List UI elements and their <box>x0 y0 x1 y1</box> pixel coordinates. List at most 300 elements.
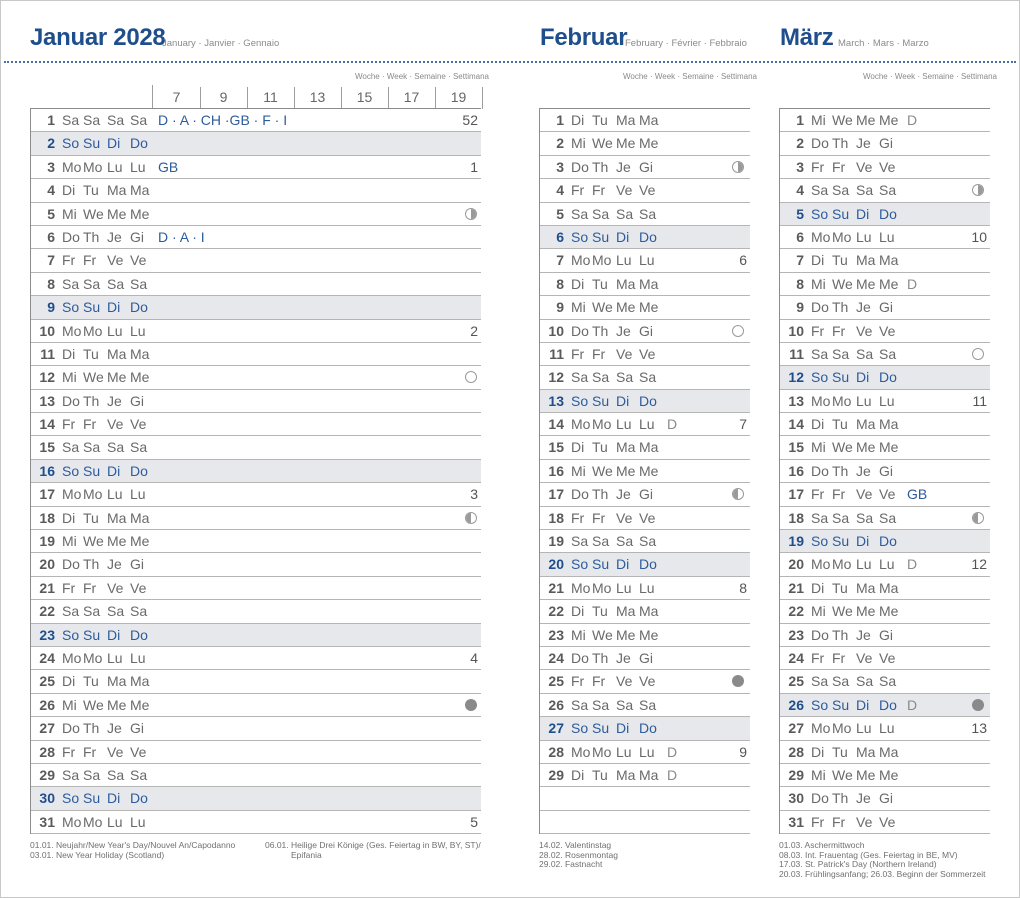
day-number: 21 <box>548 579 564 596</box>
footnotes-march <box>779 841 986 879</box>
weekday-abbrev: So <box>571 556 589 573</box>
day-number: 10 <box>39 322 55 339</box>
weekday-abbrev: Mi <box>571 462 586 479</box>
day-number: 1 <box>796 112 804 128</box>
weekday-abbrev: Ma <box>107 509 127 526</box>
weekday-abbrev: Tu <box>592 766 608 783</box>
weekday-abbrev: Sa <box>639 533 657 550</box>
day-number: 29 <box>39 766 55 783</box>
moon-phase-icon <box>465 512 477 524</box>
day-row <box>780 577 990 600</box>
moon-phase-icon <box>732 161 744 173</box>
weekday-abbrev: Di <box>811 743 825 760</box>
month-subtitle-february: February · Février · Febbraio <box>625 38 747 49</box>
day-number: 8 <box>556 275 564 292</box>
weekday-abbrev: Di <box>616 720 630 737</box>
weekday-abbrev: Gi <box>639 158 653 175</box>
weekday-abbrev: Je <box>856 462 871 479</box>
moon-phase-icon <box>465 699 477 711</box>
day-number: 28 <box>548 743 564 760</box>
day-row <box>540 694 750 717</box>
weekday-abbrev: Lu <box>639 579 655 596</box>
weekday-abbrev: Sa <box>639 369 657 386</box>
weekday-abbrev: Sa <box>62 275 80 292</box>
weekday-abbrev: Je <box>856 299 871 316</box>
weekday-abbrev: Me <box>856 112 876 128</box>
weekday-abbrev: So <box>62 299 80 316</box>
weekday-abbrev: Sa <box>571 205 589 222</box>
weekday-abbrev: Lu <box>879 228 895 245</box>
day-row <box>540 109 750 132</box>
weekday-abbrev: Tu <box>83 673 99 690</box>
weekday-abbrev: Sa <box>856 182 874 199</box>
holiday-marker: D <box>907 112 918 128</box>
weekday-abbrev: Fr <box>811 158 825 175</box>
day-number: 12 <box>39 369 55 386</box>
day-row <box>780 483 990 506</box>
day-row <box>780 109 990 132</box>
weekday-abbrev: Di <box>107 790 121 807</box>
weekday-abbrev: Sa <box>832 182 850 199</box>
weekday-abbrev: Sa <box>811 182 829 199</box>
weekday-abbrev: Mi <box>571 135 586 152</box>
weekday-abbrev: Su <box>592 556 610 573</box>
weekday-abbrev: Lu <box>856 720 872 737</box>
day-number: 19 <box>788 533 804 550</box>
day-row <box>540 741 750 764</box>
weekday-abbrev: Sa <box>107 439 125 456</box>
day-number: 2 <box>556 135 564 152</box>
weekday-abbrev: Fr <box>571 345 585 362</box>
weekday-abbrev: Do <box>879 533 897 550</box>
weekday-abbrev: Ma <box>879 416 899 433</box>
day-number: 11 <box>789 345 804 362</box>
weekday-abbrev: Fr <box>83 416 97 433</box>
weekday-abbrev: Fr <box>571 673 585 690</box>
weekday-abbrev: Su <box>832 369 850 386</box>
weekday-abbrev: Mo <box>592 252 612 269</box>
weekday-abbrev: Me <box>856 766 876 783</box>
weekday-abbrev: Ve <box>130 579 147 596</box>
footnote: 01.03. Aschermittwoch <box>779 840 865 850</box>
weekday-abbrev: Ve <box>879 649 896 666</box>
day-number: 14 <box>788 416 804 433</box>
day-row <box>31 460 481 483</box>
day-number: 25 <box>548 673 564 690</box>
holiday-marker: D <box>667 416 678 433</box>
day-number: 23 <box>788 626 804 643</box>
weekday-abbrev: Je <box>107 228 122 245</box>
weekday-abbrev: Gi <box>879 790 893 807</box>
day-number: 25 <box>788 673 804 690</box>
day-row <box>540 811 750 834</box>
day-row <box>780 670 990 693</box>
weekday-abbrev: Sa <box>592 369 610 386</box>
weekday-abbrev: Gi <box>130 228 144 245</box>
weekday-abbrev: Ve <box>639 509 656 526</box>
day-number: 13 <box>39 392 55 409</box>
weekday-abbrev: Di <box>856 696 870 713</box>
weekday-abbrev: Me <box>616 135 636 152</box>
calendar-february <box>539 108 750 834</box>
day-row <box>540 553 750 576</box>
holiday-marker: D <box>667 766 678 783</box>
day-row <box>540 787 750 810</box>
day-number: 28 <box>39 743 55 760</box>
day-number: 24 <box>788 649 804 666</box>
day-row <box>780 764 990 787</box>
day-number: 30 <box>39 790 55 807</box>
week-number: 2 <box>470 322 478 339</box>
weekday-abbrev: Je <box>856 626 871 643</box>
weekday-abbrev: Me <box>879 603 899 620</box>
day-number: 23 <box>39 626 55 643</box>
weekday-abbrev: Me <box>130 533 150 550</box>
day-row <box>780 343 990 366</box>
holiday-marker: GB <box>158 158 179 175</box>
day-row <box>780 694 990 717</box>
day-number: 4 <box>796 182 804 199</box>
weekday-abbrev: Mo <box>62 486 82 503</box>
day-number: 12 <box>548 369 564 386</box>
day-row <box>780 273 990 296</box>
weekday-abbrev: Tu <box>83 182 99 199</box>
weekday-abbrev: Me <box>879 439 899 456</box>
weekday-abbrev: So <box>571 228 589 245</box>
day-row <box>780 132 990 155</box>
weekday-abbrev: We <box>592 135 613 152</box>
day-number: 16 <box>788 462 804 479</box>
weekday-abbrev: Th <box>832 626 849 643</box>
day-row <box>31 553 481 576</box>
weekday-abbrev: Sa <box>571 533 589 550</box>
week-number: 1 <box>470 158 478 175</box>
day-number: 1 <box>47 112 55 128</box>
weekday-abbrev: Do <box>130 626 148 643</box>
day-row <box>540 436 750 459</box>
weekday-abbrev: Ma <box>856 416 876 433</box>
footnote: 17.03. St. Patrick's Day (Northern Ireland) <box>779 859 937 869</box>
week-number: 4 <box>470 649 478 666</box>
weekday-abbrev: Sa <box>107 766 125 783</box>
day-row <box>31 530 481 553</box>
day-row <box>540 320 750 343</box>
weekday-abbrev: Di <box>616 392 630 409</box>
weekday-abbrev: Me <box>639 299 659 316</box>
day-number: 1 <box>556 112 564 128</box>
weekday-abbrev: Su <box>592 228 610 245</box>
footnote: 14.02. Valentinstag <box>539 840 612 850</box>
moon-phase-icon <box>732 488 744 500</box>
weekday-abbrev: Mo <box>83 813 103 830</box>
month-title-february: Februar <box>540 24 628 51</box>
weekday-abbrev: Fr <box>83 579 97 596</box>
weekday-abbrev: Me <box>130 369 150 386</box>
day-number: 17 <box>788 486 804 503</box>
weekday-abbrev: Me <box>639 462 659 479</box>
weekday-abbrev: Sa <box>83 766 101 783</box>
weekday-abbrev: Fr <box>592 673 606 690</box>
weekday-abbrev: Fr <box>62 252 76 269</box>
weekday-abbrev: We <box>832 275 853 292</box>
day-row <box>540 156 750 179</box>
weekday-abbrev: Mo <box>571 416 591 433</box>
weekday-abbrev: Th <box>83 720 100 737</box>
weekday-abbrev: Mo <box>811 228 831 245</box>
day-number: 17 <box>39 486 55 503</box>
weekday-abbrev: Di <box>811 252 825 269</box>
day-row <box>31 741 481 764</box>
weekday-abbrev: Mi <box>811 112 826 128</box>
day-number: 13 <box>788 392 804 409</box>
weekday-abbrev: Ve <box>616 673 633 690</box>
day-row <box>540 530 750 553</box>
weekday-abbrev: Sa <box>832 673 850 690</box>
weekday-abbrev: Lu <box>616 579 632 596</box>
day-number: 26 <box>548 696 564 713</box>
day-number: 8 <box>796 275 804 292</box>
weekday-abbrev: Th <box>592 322 609 339</box>
weekday-abbrev: Fr <box>592 345 606 362</box>
weekday-abbrev: Di <box>107 135 121 152</box>
day-row <box>540 296 750 319</box>
weekday-abbrev: Lu <box>879 720 895 737</box>
weekday-abbrev: Sa <box>832 345 850 362</box>
weekday-abbrev: Gi <box>130 556 144 573</box>
weekday-abbrev: Ve <box>856 158 873 175</box>
weekday-abbrev: Do <box>130 790 148 807</box>
weekday-abbrev: Ve <box>130 252 147 269</box>
day-row <box>31 436 481 459</box>
weekday-abbrev: Lu <box>616 743 632 760</box>
day-row <box>780 530 990 553</box>
weekday-abbrev: Tu <box>83 509 99 526</box>
weekday-abbrev: Su <box>592 720 610 737</box>
week-number: 3 <box>470 486 478 503</box>
footnote: 06.01. Heilige Drei Könige (Ges. Feiertag in BW, BY, ST)/ <box>265 840 481 850</box>
weekday-abbrev: Ma <box>639 275 659 292</box>
weekday-abbrev: Mo <box>592 743 612 760</box>
day-row <box>31 320 481 343</box>
weekday-abbrev: Ve <box>107 579 124 596</box>
weekday-abbrev: Mo <box>592 579 612 596</box>
weekday-abbrev: Gi <box>879 135 893 152</box>
week-number: 6 <box>739 252 747 269</box>
weekday-abbrev: Ve <box>856 813 873 830</box>
day-row <box>31 249 481 272</box>
weekday-abbrev: We <box>83 696 104 713</box>
week-number: 10 <box>971 228 987 245</box>
day-row <box>540 670 750 693</box>
weekday-abbrev: Th <box>83 392 100 409</box>
weekday-abbrev: Ve <box>856 322 873 339</box>
day-number: 7 <box>556 252 564 269</box>
weekday-abbrev: Ma <box>879 579 899 596</box>
weekday-abbrev: Sa <box>879 182 897 199</box>
weekday-abbrev: Me <box>107 369 127 386</box>
weekday-abbrev: Fr <box>832 813 846 830</box>
footnote: 20.03. Frühlingsanfang; 26.03. Beginn der Sommerzeit <box>779 868 986 879</box>
weekday-abbrev: Ve <box>130 416 147 433</box>
weekday-abbrev: Tu <box>592 275 608 292</box>
dotted-divider <box>4 61 1016 63</box>
weekday-abbrev: Di <box>856 369 870 386</box>
moon-phase-icon <box>972 512 984 524</box>
weekday-abbrev: Sa <box>571 696 589 713</box>
week-label-february: Woche · Week · Semaine · Settimana <box>623 72 757 81</box>
day-number: 18 <box>548 509 564 526</box>
weekday-abbrev: Do <box>879 696 897 713</box>
weekday-abbrev: Me <box>616 299 636 316</box>
day-row <box>540 507 750 530</box>
day-number: 21 <box>788 579 804 596</box>
weekday-abbrev: Ve <box>639 182 656 199</box>
weekday-abbrev: Ve <box>639 673 656 690</box>
day-row <box>780 366 990 389</box>
weekday-abbrev: Mo <box>571 252 591 269</box>
weekday-abbrev: Ma <box>879 252 899 269</box>
weekday-abbrev: Sa <box>856 673 874 690</box>
weekday-abbrev: Lu <box>856 228 872 245</box>
weekday-abbrev: Lu <box>107 649 123 666</box>
weekday-abbrev: Me <box>107 205 127 222</box>
week-number: 5 <box>470 813 478 830</box>
weekday-abbrev: Di <box>62 345 76 362</box>
weekday-abbrev: Me <box>879 275 899 292</box>
weekday-abbrev: We <box>832 112 853 128</box>
day-number: 14 <box>548 416 564 433</box>
weekday-abbrev: So <box>571 720 589 737</box>
weekday-abbrev: Sa <box>811 345 829 362</box>
hour-label: 9 <box>200 87 248 109</box>
weekday-abbrev: Sa <box>592 205 610 222</box>
moon-phase-icon <box>732 675 744 687</box>
weekday-abbrev: Je <box>856 135 871 152</box>
day-row <box>780 647 990 670</box>
weekday-abbrev: Sa <box>639 696 657 713</box>
day-number: 27 <box>39 720 55 737</box>
day-number: 19 <box>39 533 55 550</box>
weekday-abbrev: Su <box>83 462 101 479</box>
weekday-abbrev: Fr <box>592 182 606 199</box>
day-row <box>31 343 481 366</box>
weekday-abbrev: Mo <box>571 743 591 760</box>
weekday-abbrev: Ma <box>639 603 659 620</box>
day-row <box>31 156 481 179</box>
weekday-abbrev: Lu <box>107 322 123 339</box>
day-number: 8 <box>47 275 55 292</box>
day-number: 3 <box>47 158 55 175</box>
day-row <box>540 600 750 623</box>
weekday-abbrev: Lu <box>107 813 123 830</box>
weekday-abbrev: Tu <box>832 252 848 269</box>
footnotes-january <box>30 841 235 860</box>
hour-label: 19 <box>435 87 483 109</box>
day-number: 11 <box>549 345 564 362</box>
weekday-abbrev: Do <box>62 228 80 245</box>
weekday-abbrev: Sa <box>616 533 634 550</box>
weekday-abbrev: Mi <box>571 626 586 643</box>
weekday-abbrev: Mo <box>811 392 831 409</box>
weekday-abbrev: Ma <box>639 112 659 128</box>
weekday-abbrev: Je <box>856 790 871 807</box>
weekday-abbrev: Ve <box>856 649 873 666</box>
weekday-abbrev: Mo <box>62 158 82 175</box>
day-row <box>540 226 750 249</box>
day-number: 7 <box>796 252 804 269</box>
weekday-abbrev: Mi <box>811 439 826 456</box>
holiday-marker: D · A · CH ·GB · F · I <box>158 112 288 128</box>
weekday-abbrev: Gi <box>639 649 653 666</box>
weekday-abbrev: So <box>62 462 80 479</box>
weekday-abbrev: Di <box>616 556 630 573</box>
weekday-abbrev: Lu <box>130 486 146 503</box>
weekday-abbrev: Me <box>130 696 150 713</box>
holiday-marker: D <box>667 743 678 760</box>
weekday-abbrev: Di <box>107 626 121 643</box>
weekday-abbrev: Di <box>107 462 121 479</box>
day-number: 18 <box>788 509 804 526</box>
day-row <box>780 390 990 413</box>
day-number: 15 <box>548 439 564 456</box>
weekday-abbrev: Me <box>107 696 127 713</box>
weekday-abbrev: Fr <box>571 509 585 526</box>
day-number: 26 <box>788 696 804 713</box>
day-number: 27 <box>788 720 804 737</box>
weekday-abbrev: Me <box>616 462 636 479</box>
weekday-abbrev: Gi <box>639 322 653 339</box>
weekday-abbrev: We <box>592 626 613 643</box>
day-number: 26 <box>39 696 55 713</box>
weekday-abbrev: Mo <box>83 158 103 175</box>
day-number: 20 <box>39 556 55 573</box>
day-row <box>540 203 750 226</box>
day-row <box>780 460 990 483</box>
weekday-abbrev: Sa <box>811 673 829 690</box>
weekday-abbrev: Th <box>832 299 849 316</box>
weekday-abbrev: So <box>62 135 80 152</box>
weekday-abbrev: Ma <box>616 603 636 620</box>
day-number: 2 <box>796 135 804 152</box>
weekday-abbrev: Ve <box>879 322 896 339</box>
weekday-abbrev: Lu <box>130 322 146 339</box>
weekday-abbrev: Ve <box>616 182 633 199</box>
weekday-abbrev: Lu <box>130 813 146 830</box>
weekday-abbrev: Ma <box>616 112 636 128</box>
moon-phase-icon <box>465 208 477 220</box>
weekday-abbrev: Ve <box>639 345 656 362</box>
weekday-abbrev: Di <box>856 205 870 222</box>
weekday-abbrev: Sa <box>879 345 897 362</box>
day-row <box>31 717 481 740</box>
weekday-abbrev: Lu <box>130 649 146 666</box>
weekday-abbrev: Me <box>616 626 636 643</box>
week-number: 8 <box>739 579 747 596</box>
weekday-abbrev: Lu <box>639 252 655 269</box>
weekday-abbrev: We <box>83 369 104 386</box>
weekday-abbrev: So <box>811 696 829 713</box>
day-row <box>780 741 990 764</box>
day-number: 16 <box>39 462 55 479</box>
day-row <box>31 647 481 670</box>
hour-label: 17 <box>388 87 436 109</box>
weekday-abbrev: Mo <box>62 813 82 830</box>
week-number: 12 <box>971 556 987 573</box>
hour-label: 7 <box>153 87 201 109</box>
weekday-abbrev: Mi <box>62 205 77 222</box>
week-number: 9 <box>739 743 747 760</box>
weekday-abbrev: Ve <box>107 416 124 433</box>
